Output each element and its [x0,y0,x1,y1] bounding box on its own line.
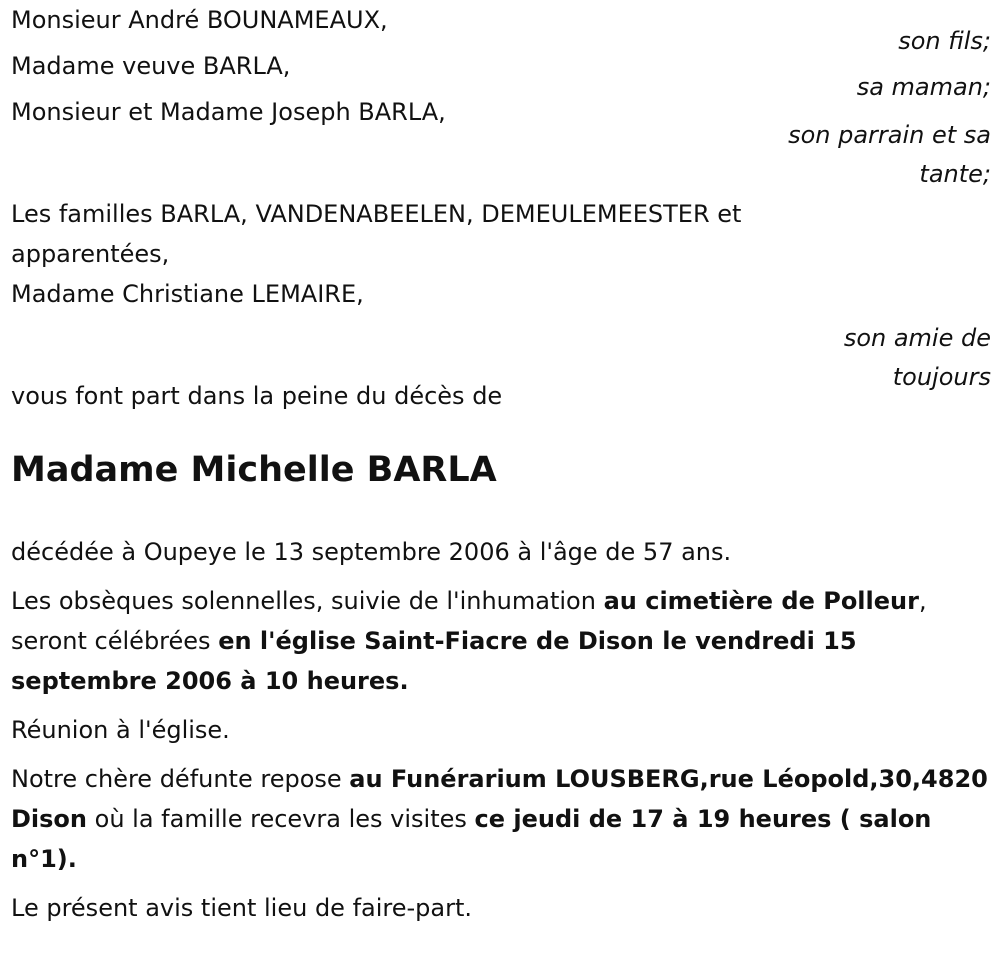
announcer-relation: son parrain et sa [788,121,991,149]
announcer-relation: son fils; [898,27,991,55]
announcer-relation: tante; [919,160,991,188]
announcer-name: Monsieur André BOUNAMEAUX, [11,6,388,34]
announcer-name: Monsieur et Madame Joseph BARLA, [11,98,446,126]
funeral-text: Les obsèques solennelles, suivie de l'inhumation [11,587,604,615]
friend-relation: son amie de [843,324,991,352]
resting-paragraph [11,759,991,879]
visiting-hours: ce jeudi de 17 à 19 heures ( salon n°1). [11,805,932,873]
resting-text: Notre chère défunte repose [11,765,350,793]
announcement-text: vous font part dans la peine du décès de [11,382,503,410]
friend-name: Madame Christiane LEMAIRE, [11,280,364,308]
funeral-paragraph [11,581,991,701]
meeting-text: Réunion à l'église. [11,716,230,744]
resting-text: où la famille recevra les visites [87,805,475,833]
funeral-text: , seront célébrées [11,587,927,655]
funeral-home-address: au Funérarium LOUSBERG,rue Léopold,30,4820 Dison [11,765,988,833]
announcer-name: Madame veuve BARLA, [11,52,291,80]
notice-text: Le présent avis tient lieu de faire-part. [11,894,473,922]
deceased-name: Madame Michelle BARLA [11,450,497,490]
families-line: Les familles BARLA, VANDENABEELEN, DEMEULEMEESTER et apparentées, [11,200,742,268]
ceremony-details: en l'église Saint-Fiacre de Dison le vendredi 15 septembre 2006 à 10 heures. [11,627,857,695]
announcer-relation: sa maman; [856,73,991,101]
cemetery-text: au cimetière de Polleur [603,587,919,615]
friend-relation: toujours [892,363,991,391]
death-info: décédée à Oupeye le 13 septembre 2006 à l'âge de 57 ans. [11,538,732,566]
obituary-notice [11,0,991,928]
